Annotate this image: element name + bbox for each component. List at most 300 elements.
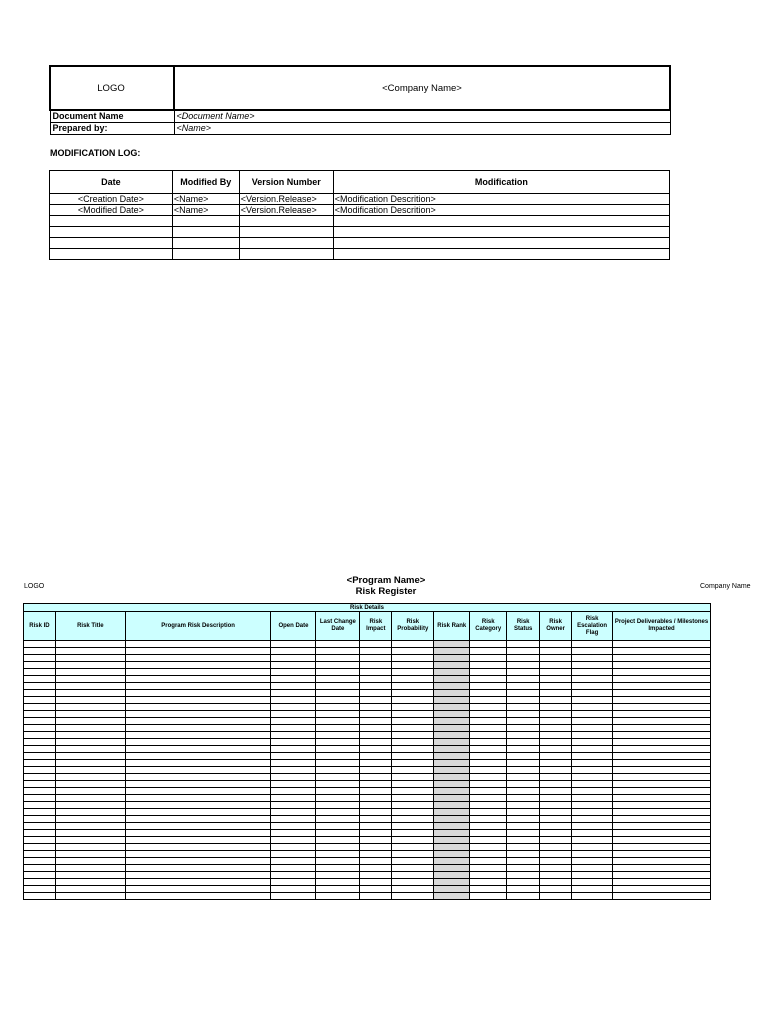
risk-register-cell[interactable] bbox=[125, 697, 271, 704]
modification-log-cell[interactable] bbox=[50, 216, 173, 227]
modification-log-cell[interactable]: <Version.Release> bbox=[239, 205, 333, 216]
risk-register-cell[interactable] bbox=[271, 753, 316, 760]
risk-register-cell[interactable] bbox=[613, 823, 711, 830]
risk-register-cell[interactable] bbox=[540, 837, 572, 844]
risk-register-cell[interactable] bbox=[434, 795, 470, 802]
document-name-value[interactable]: <Document Name> bbox=[174, 110, 670, 123]
risk-register-cell[interactable] bbox=[540, 865, 572, 872]
risk-register-cell[interactable] bbox=[271, 641, 316, 648]
risk-register-cell[interactable] bbox=[271, 823, 316, 830]
risk-register-cell[interactable] bbox=[392, 676, 434, 683]
risk-register-cell[interactable] bbox=[572, 662, 613, 669]
risk-register-cell[interactable] bbox=[392, 774, 434, 781]
risk-register-cell[interactable] bbox=[507, 816, 540, 823]
modification-log-cell[interactable]: <Modification Descrition> bbox=[333, 205, 669, 216]
risk-register-cell[interactable] bbox=[316, 711, 360, 718]
risk-register-cell[interactable] bbox=[613, 711, 711, 718]
risk-register-cell[interactable] bbox=[55, 872, 125, 879]
risk-register-cell[interactable] bbox=[55, 781, 125, 788]
risk-register-cell[interactable] bbox=[316, 816, 360, 823]
risk-register-cell[interactable] bbox=[392, 718, 434, 725]
risk-register-cell[interactable] bbox=[271, 795, 316, 802]
risk-register-cell[interactable] bbox=[507, 732, 540, 739]
risk-register-cell[interactable] bbox=[271, 837, 316, 844]
risk-register-cell[interactable] bbox=[470, 641, 507, 648]
risk-register-cell[interactable] bbox=[360, 858, 392, 865]
risk-register-cell[interactable] bbox=[434, 893, 470, 900]
risk-register-cell[interactable] bbox=[613, 746, 711, 753]
risk-register-cell[interactable] bbox=[572, 837, 613, 844]
risk-register-cell[interactable] bbox=[507, 795, 540, 802]
risk-register-cell[interactable] bbox=[125, 844, 271, 851]
risk-register-cell[interactable] bbox=[434, 830, 470, 837]
risk-register-cell[interactable] bbox=[434, 837, 470, 844]
risk-register-cell[interactable] bbox=[360, 718, 392, 725]
risk-register-cell[interactable] bbox=[392, 767, 434, 774]
risk-register-cell[interactable] bbox=[55, 676, 125, 683]
risk-register-cell[interactable] bbox=[271, 781, 316, 788]
risk-register-cell[interactable] bbox=[470, 872, 507, 879]
risk-register-cell[interactable] bbox=[271, 788, 316, 795]
risk-register-cell[interactable] bbox=[125, 669, 271, 676]
risk-register-cell[interactable] bbox=[540, 774, 572, 781]
risk-register-cell[interactable] bbox=[24, 662, 56, 669]
risk-register-cell[interactable] bbox=[507, 879, 540, 886]
modification-log-cell[interactable] bbox=[50, 227, 173, 238]
risk-register-cell[interactable] bbox=[572, 704, 613, 711]
risk-register-cell[interactable] bbox=[507, 718, 540, 725]
risk-register-cell[interactable] bbox=[55, 893, 125, 900]
risk-register-cell[interactable] bbox=[470, 879, 507, 886]
risk-register-cell[interactable] bbox=[271, 676, 316, 683]
risk-register-cell[interactable] bbox=[507, 830, 540, 837]
risk-register-cell[interactable] bbox=[507, 739, 540, 746]
risk-register-cell[interactable] bbox=[470, 837, 507, 844]
risk-register-cell[interactable] bbox=[434, 788, 470, 795]
risk-register-cell[interactable] bbox=[24, 879, 56, 886]
risk-register-cell[interactable] bbox=[360, 872, 392, 879]
risk-register-cell[interactable] bbox=[507, 844, 540, 851]
risk-register-cell[interactable] bbox=[392, 753, 434, 760]
risk-register-cell[interactable] bbox=[470, 648, 507, 655]
risk-register-cell[interactable] bbox=[434, 816, 470, 823]
risk-register-cell[interactable] bbox=[572, 718, 613, 725]
risk-register-cell[interactable] bbox=[316, 746, 360, 753]
risk-register-cell[interactable] bbox=[55, 690, 125, 697]
risk-register-cell[interactable] bbox=[55, 837, 125, 844]
risk-register-cell[interactable] bbox=[507, 767, 540, 774]
risk-register-cell[interactable] bbox=[125, 753, 271, 760]
risk-register-cell[interactable] bbox=[55, 725, 125, 732]
risk-register-cell[interactable] bbox=[613, 788, 711, 795]
risk-register-cell[interactable] bbox=[470, 865, 507, 872]
risk-register-cell[interactable] bbox=[24, 830, 56, 837]
risk-register-cell[interactable] bbox=[392, 725, 434, 732]
risk-register-cell[interactable] bbox=[125, 893, 271, 900]
risk-register-cell[interactable] bbox=[24, 725, 56, 732]
modification-log-cell[interactable] bbox=[50, 249, 173, 260]
modification-log-cell[interactable] bbox=[172, 227, 239, 238]
risk-register-cell[interactable] bbox=[540, 683, 572, 690]
risk-register-cell[interactable] bbox=[271, 669, 316, 676]
risk-register-cell[interactable] bbox=[470, 683, 507, 690]
risk-register-cell[interactable] bbox=[470, 781, 507, 788]
risk-register-cell[interactable] bbox=[507, 760, 540, 767]
risk-register-cell[interactable] bbox=[271, 655, 316, 662]
risk-register-cell[interactable] bbox=[271, 718, 316, 725]
risk-register-cell[interactable] bbox=[470, 767, 507, 774]
risk-register-cell[interactable] bbox=[613, 816, 711, 823]
risk-register-cell[interactable] bbox=[125, 865, 271, 872]
risk-register-cell[interactable] bbox=[360, 788, 392, 795]
risk-register-cell[interactable] bbox=[55, 767, 125, 774]
risk-register-cell[interactable] bbox=[434, 879, 470, 886]
modification-log-cell[interactable] bbox=[239, 227, 333, 238]
modification-log-cell[interactable] bbox=[333, 238, 669, 249]
risk-register-cell[interactable] bbox=[613, 704, 711, 711]
risk-register-cell[interactable] bbox=[540, 725, 572, 732]
risk-register-cell[interactable] bbox=[55, 802, 125, 809]
risk-register-cell[interactable] bbox=[55, 823, 125, 830]
risk-register-cell[interactable] bbox=[316, 893, 360, 900]
risk-register-cell[interactable] bbox=[125, 816, 271, 823]
risk-register-cell[interactable] bbox=[434, 662, 470, 669]
risk-register-cell[interactable] bbox=[316, 725, 360, 732]
risk-register-cell[interactable] bbox=[392, 886, 434, 893]
risk-register-cell[interactable] bbox=[392, 865, 434, 872]
risk-register-cell[interactable] bbox=[24, 746, 56, 753]
modification-log-cell[interactable]: <Name> bbox=[172, 194, 239, 205]
risk-register-cell[interactable] bbox=[360, 641, 392, 648]
risk-register-cell[interactable] bbox=[572, 858, 613, 865]
risk-register-cell[interactable] bbox=[572, 823, 613, 830]
risk-register-cell[interactable] bbox=[125, 788, 271, 795]
risk-register-cell[interactable] bbox=[360, 669, 392, 676]
risk-register-cell[interactable] bbox=[316, 879, 360, 886]
risk-register-cell[interactable] bbox=[572, 690, 613, 697]
risk-register-cell[interactable] bbox=[572, 767, 613, 774]
risk-register-cell[interactable] bbox=[392, 788, 434, 795]
risk-register-cell[interactable] bbox=[125, 704, 271, 711]
risk-register-cell[interactable] bbox=[540, 781, 572, 788]
risk-register-cell[interactable] bbox=[271, 879, 316, 886]
risk-register-cell[interactable] bbox=[540, 816, 572, 823]
risk-register-cell[interactable] bbox=[613, 669, 711, 676]
risk-register-cell[interactable] bbox=[360, 690, 392, 697]
modification-log-cell[interactable]: <Modified Date> bbox=[50, 205, 173, 216]
risk-register-cell[interactable] bbox=[125, 809, 271, 816]
risk-register-cell[interactable] bbox=[572, 788, 613, 795]
risk-register-cell[interactable] bbox=[271, 683, 316, 690]
risk-register-cell[interactable] bbox=[507, 823, 540, 830]
risk-register-cell[interactable] bbox=[392, 809, 434, 816]
risk-register-cell[interactable] bbox=[572, 739, 613, 746]
risk-register-cell[interactable] bbox=[360, 865, 392, 872]
risk-register-cell[interactable] bbox=[392, 683, 434, 690]
risk-register-cell[interactable] bbox=[125, 886, 271, 893]
risk-register-cell[interactable] bbox=[470, 893, 507, 900]
risk-register-cell[interactable] bbox=[24, 669, 56, 676]
risk-register-cell[interactable] bbox=[507, 886, 540, 893]
risk-register-cell[interactable] bbox=[24, 704, 56, 711]
risk-register-cell[interactable] bbox=[271, 648, 316, 655]
risk-register-cell[interactable] bbox=[507, 662, 540, 669]
risk-register-cell[interactable] bbox=[360, 893, 392, 900]
risk-register-cell[interactable] bbox=[507, 851, 540, 858]
risk-register-cell[interactable] bbox=[24, 858, 56, 865]
risk-register-cell[interactable] bbox=[507, 676, 540, 683]
risk-register-cell[interactable] bbox=[125, 718, 271, 725]
risk-register-cell[interactable] bbox=[316, 886, 360, 893]
risk-register-cell[interactable] bbox=[470, 690, 507, 697]
risk-register-cell[interactable] bbox=[360, 802, 392, 809]
risk-register-cell[interactable] bbox=[434, 669, 470, 676]
modification-log-cell[interactable]: <Creation Date> bbox=[50, 194, 173, 205]
risk-register-cell[interactable] bbox=[613, 809, 711, 816]
risk-register-cell[interactable] bbox=[470, 725, 507, 732]
risk-register-cell[interactable] bbox=[572, 865, 613, 872]
risk-register-cell[interactable] bbox=[316, 753, 360, 760]
risk-register-cell[interactable] bbox=[392, 711, 434, 718]
risk-register-cell[interactable] bbox=[507, 802, 540, 809]
risk-register-cell[interactable] bbox=[316, 851, 360, 858]
risk-register-cell[interactable] bbox=[271, 893, 316, 900]
risk-register-cell[interactable] bbox=[613, 683, 711, 690]
risk-register-cell[interactable] bbox=[55, 739, 125, 746]
risk-register-cell[interactable] bbox=[392, 823, 434, 830]
risk-register-cell[interactable] bbox=[392, 830, 434, 837]
risk-register-cell[interactable] bbox=[572, 893, 613, 900]
risk-register-cell[interactable] bbox=[271, 704, 316, 711]
risk-register-cell[interactable] bbox=[360, 774, 392, 781]
risk-register-cell[interactable] bbox=[271, 809, 316, 816]
risk-register-cell[interactable] bbox=[360, 837, 392, 844]
modification-log-cell[interactable]: <Version.Release> bbox=[239, 194, 333, 205]
risk-register-cell[interactable] bbox=[540, 823, 572, 830]
risk-register-cell[interactable] bbox=[392, 837, 434, 844]
risk-register-cell[interactable] bbox=[24, 795, 56, 802]
risk-register-cell[interactable] bbox=[271, 774, 316, 781]
risk-register-cell[interactable] bbox=[24, 718, 56, 725]
risk-register-cell[interactable] bbox=[507, 669, 540, 676]
risk-register-cell[interactable] bbox=[470, 718, 507, 725]
risk-register-cell[interactable] bbox=[507, 746, 540, 753]
risk-register-cell[interactable] bbox=[271, 830, 316, 837]
risk-register-cell[interactable] bbox=[55, 858, 125, 865]
risk-register-cell[interactable] bbox=[434, 767, 470, 774]
risk-register-cell[interactable] bbox=[55, 809, 125, 816]
risk-register-cell[interactable] bbox=[572, 683, 613, 690]
risk-register-cell[interactable] bbox=[540, 872, 572, 879]
risk-register-cell[interactable] bbox=[572, 809, 613, 816]
risk-register-cell[interactable] bbox=[316, 837, 360, 844]
risk-register-cell[interactable] bbox=[434, 781, 470, 788]
risk-register-cell[interactable] bbox=[572, 655, 613, 662]
risk-register-cell[interactable] bbox=[55, 830, 125, 837]
risk-register-cell[interactable] bbox=[507, 648, 540, 655]
risk-register-cell[interactable] bbox=[316, 823, 360, 830]
risk-register-cell[interactable] bbox=[125, 760, 271, 767]
risk-register-cell[interactable] bbox=[316, 795, 360, 802]
risk-register-cell[interactable] bbox=[507, 788, 540, 795]
risk-register-cell[interactable] bbox=[316, 865, 360, 872]
risk-register-cell[interactable] bbox=[540, 746, 572, 753]
risk-register-cell[interactable] bbox=[24, 753, 56, 760]
risk-register-cell[interactable] bbox=[24, 711, 56, 718]
risk-register-cell[interactable] bbox=[360, 676, 392, 683]
risk-register-cell[interactable] bbox=[360, 795, 392, 802]
risk-register-cell[interactable] bbox=[434, 711, 470, 718]
risk-register-cell[interactable] bbox=[434, 676, 470, 683]
risk-register-cell[interactable] bbox=[507, 865, 540, 872]
risk-register-cell[interactable] bbox=[24, 816, 56, 823]
risk-register-cell[interactable] bbox=[360, 886, 392, 893]
risk-register-cell[interactable] bbox=[24, 697, 56, 704]
risk-register-cell[interactable] bbox=[572, 732, 613, 739]
risk-register-cell[interactable] bbox=[360, 739, 392, 746]
risk-register-cell[interactable] bbox=[507, 704, 540, 711]
risk-register-cell[interactable] bbox=[470, 802, 507, 809]
risk-register-cell[interactable] bbox=[470, 697, 507, 704]
risk-register-cell[interactable] bbox=[507, 893, 540, 900]
risk-register-cell[interactable] bbox=[613, 753, 711, 760]
risk-register-cell[interactable] bbox=[540, 809, 572, 816]
risk-register-cell[interactable] bbox=[360, 697, 392, 704]
risk-register-cell[interactable] bbox=[24, 760, 56, 767]
risk-register-cell[interactable] bbox=[392, 662, 434, 669]
risk-register-cell[interactable] bbox=[613, 802, 711, 809]
risk-register-cell[interactable] bbox=[360, 830, 392, 837]
risk-register-cell[interactable] bbox=[434, 858, 470, 865]
risk-register-cell[interactable] bbox=[434, 865, 470, 872]
risk-register-cell[interactable] bbox=[125, 662, 271, 669]
risk-register-cell[interactable] bbox=[434, 886, 470, 893]
risk-register-cell[interactable] bbox=[316, 767, 360, 774]
risk-register-cell[interactable] bbox=[613, 851, 711, 858]
risk-register-cell[interactable] bbox=[613, 690, 711, 697]
risk-register-cell[interactable] bbox=[613, 641, 711, 648]
risk-register-cell[interactable] bbox=[316, 648, 360, 655]
risk-register-cell[interactable] bbox=[316, 704, 360, 711]
risk-register-cell[interactable] bbox=[540, 830, 572, 837]
risk-register-cell[interactable] bbox=[392, 655, 434, 662]
risk-register-cell[interactable] bbox=[613, 732, 711, 739]
risk-register-cell[interactable] bbox=[24, 641, 56, 648]
risk-register-cell[interactable] bbox=[540, 795, 572, 802]
risk-register-cell[interactable] bbox=[316, 676, 360, 683]
risk-register-cell[interactable] bbox=[125, 802, 271, 809]
risk-register-cell[interactable] bbox=[392, 802, 434, 809]
risk-register-cell[interactable] bbox=[316, 844, 360, 851]
risk-register-cell[interactable] bbox=[316, 732, 360, 739]
risk-register-cell[interactable] bbox=[392, 893, 434, 900]
risk-register-cell[interactable] bbox=[55, 732, 125, 739]
risk-register-cell[interactable] bbox=[55, 851, 125, 858]
risk-register-cell[interactable] bbox=[540, 648, 572, 655]
risk-register-cell[interactable] bbox=[613, 648, 711, 655]
risk-register-cell[interactable] bbox=[271, 802, 316, 809]
risk-register-cell[interactable] bbox=[392, 648, 434, 655]
risk-register-cell[interactable] bbox=[507, 858, 540, 865]
risk-register-cell[interactable] bbox=[470, 809, 507, 816]
risk-register-cell[interactable] bbox=[434, 690, 470, 697]
risk-register-cell[interactable] bbox=[572, 641, 613, 648]
risk-register-cell[interactable] bbox=[613, 760, 711, 767]
risk-register-cell[interactable] bbox=[434, 732, 470, 739]
risk-register-cell[interactable] bbox=[434, 809, 470, 816]
risk-register-cell[interactable] bbox=[125, 746, 271, 753]
risk-register-cell[interactable] bbox=[434, 746, 470, 753]
modification-log-cell[interactable] bbox=[172, 249, 239, 260]
prepared-by-value[interactable]: <Name> bbox=[174, 123, 670, 135]
risk-register-cell[interactable] bbox=[271, 816, 316, 823]
risk-register-cell[interactable] bbox=[572, 676, 613, 683]
risk-register-cell[interactable] bbox=[392, 739, 434, 746]
risk-register-cell[interactable] bbox=[392, 697, 434, 704]
risk-register-cell[interactable] bbox=[125, 641, 271, 648]
risk-register-cell[interactable] bbox=[507, 711, 540, 718]
risk-register-cell[interactable] bbox=[434, 697, 470, 704]
risk-register-cell[interactable] bbox=[613, 781, 711, 788]
risk-register-cell[interactable] bbox=[360, 844, 392, 851]
risk-register-cell[interactable] bbox=[55, 648, 125, 655]
risk-register-cell[interactable] bbox=[360, 781, 392, 788]
risk-register-cell[interactable] bbox=[434, 844, 470, 851]
risk-register-cell[interactable] bbox=[125, 879, 271, 886]
risk-register-cell[interactable] bbox=[24, 802, 56, 809]
risk-register-cell[interactable] bbox=[507, 837, 540, 844]
risk-register-cell[interactable] bbox=[540, 753, 572, 760]
risk-register-cell[interactable] bbox=[271, 725, 316, 732]
risk-register-cell[interactable] bbox=[55, 669, 125, 676]
risk-register-cell[interactable] bbox=[540, 697, 572, 704]
risk-register-cell[interactable] bbox=[540, 844, 572, 851]
risk-register-cell[interactable] bbox=[572, 753, 613, 760]
risk-register-cell[interactable] bbox=[507, 809, 540, 816]
risk-register-cell[interactable] bbox=[540, 641, 572, 648]
risk-register-cell[interactable] bbox=[434, 683, 470, 690]
risk-register-cell[interactable] bbox=[434, 823, 470, 830]
risk-register-cell[interactable] bbox=[271, 865, 316, 872]
risk-register-cell[interactable] bbox=[316, 774, 360, 781]
risk-register-cell[interactable] bbox=[470, 823, 507, 830]
risk-register-cell[interactable] bbox=[392, 816, 434, 823]
risk-register-cell[interactable] bbox=[572, 669, 613, 676]
risk-register-cell[interactable] bbox=[360, 767, 392, 774]
risk-register-cell[interactable] bbox=[470, 669, 507, 676]
risk-register-cell[interactable] bbox=[125, 732, 271, 739]
risk-register-cell[interactable] bbox=[540, 655, 572, 662]
risk-register-cell[interactable] bbox=[540, 690, 572, 697]
risk-register-cell[interactable] bbox=[434, 774, 470, 781]
risk-register-cell[interactable] bbox=[572, 725, 613, 732]
risk-register-cell[interactable] bbox=[360, 851, 392, 858]
risk-register-cell[interactable] bbox=[470, 851, 507, 858]
risk-register-cell[interactable] bbox=[125, 725, 271, 732]
risk-register-cell[interactable] bbox=[125, 683, 271, 690]
modification-log-cell[interactable] bbox=[333, 249, 669, 260]
risk-register-cell[interactable] bbox=[613, 865, 711, 872]
modification-log-cell[interactable] bbox=[50, 238, 173, 249]
risk-register-cell[interactable] bbox=[360, 725, 392, 732]
risk-register-cell[interactable] bbox=[507, 725, 540, 732]
risk-register-cell[interactable] bbox=[125, 851, 271, 858]
risk-register-cell[interactable] bbox=[434, 851, 470, 858]
risk-register-cell[interactable] bbox=[125, 795, 271, 802]
risk-register-cell[interactable] bbox=[271, 858, 316, 865]
risk-register-cell[interactable] bbox=[507, 641, 540, 648]
risk-register-cell[interactable] bbox=[316, 858, 360, 865]
